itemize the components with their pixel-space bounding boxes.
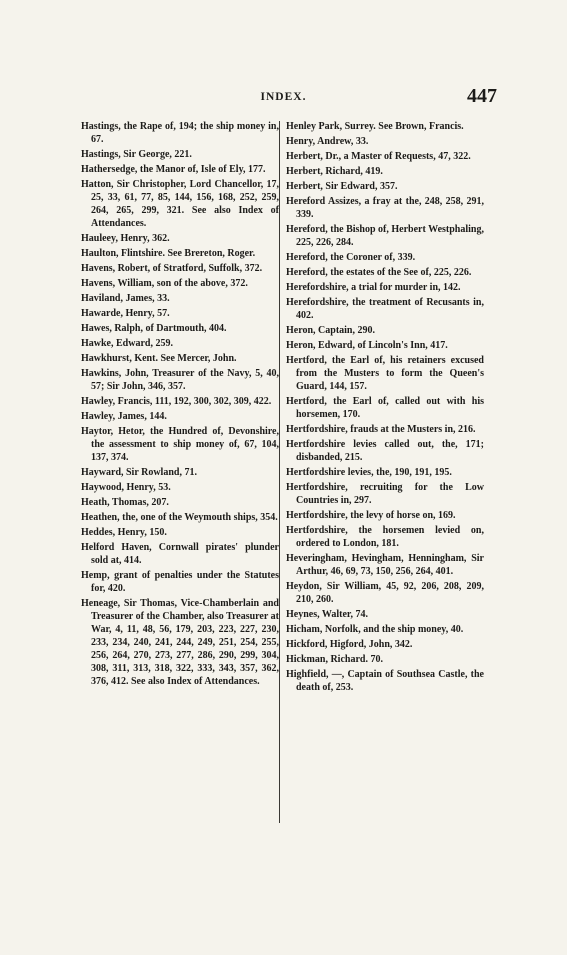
index-entry: Henley Park, Surrey. See Brown, Francis. [286, 121, 464, 132]
index-column-left [81, 121, 279, 691]
index-entry: Hertfordshire, the levy of horse on, 169. [286, 510, 456, 522]
index-entry: Hawke, Edward, 259. [81, 338, 173, 350]
index-entry: Hawley, Francis, 111, 192, 300, 302, 309, 422. [81, 396, 272, 408]
index-entry: Heath, Thomas, 207. [81, 497, 169, 509]
index-entry: Herbert, Richard, 419. [286, 166, 383, 178]
index-entry: Hawes, Ralph, of Dartmouth, 404. [81, 323, 227, 335]
index-entry: Hawley, James, 144. [81, 411, 167, 423]
index-entry: Henry, Andrew, 33. [286, 136, 369, 148]
index-entry: Hawkins, John, Treasurer of the Navy, 5, 40, 57; Sir John, 346, 357. [81, 368, 279, 393]
index-entry: Herbert, Dr., a Master of Requests, 47, 322. [286, 151, 471, 163]
index-entry: Heneage, Sir Thomas, Vice-Chamberlain and Treasurer of the Chamber, also Treasurer at War, 4, 11, 48, 56, 179, 203, 223, 227, 230, 233, 234, 240, 241, 244, 249, 251, 254, 255, 256, 264, 270, 273, 277, 286, 290, 299, 304, 308, 311, 313, 318, 322, 333, 343, 357, 362, 376, 412. See also Index of Attendances. [81, 598, 279, 687]
index-entry: Helford Haven, Cornwall pirates' plunder sold at, 414. [81, 542, 279, 567]
index-entry: Herefordshire, a trial for murder in, 142. [286, 282, 461, 294]
index-entry: Hayward, Sir Rowland, 71. [81, 467, 197, 479]
index-entry: Heynes, Walter, 74. [286, 609, 368, 621]
index-column-right [286, 121, 484, 697]
index-entry: Hereford, the Coroner of, 339. [286, 252, 416, 264]
column-divider [279, 121, 280, 823]
index-entry: Hauleey, Henry, 362. [81, 232, 170, 244]
index-entry: Heron, Edward, of Lincoln's Inn, 417. [286, 340, 448, 352]
index-entry: Hereford, the Bishop of, Herbert Westphaling, 225, 226, 284. [286, 224, 484, 249]
index-entry: Herbert, Sir Edward, 357. [286, 181, 398, 193]
index-entry: Hertfordshire levies called out, the, 171; disbanded, 215. [286, 439, 484, 464]
index-entry: Heydon, Sir William, 45, 92, 206, 208, 209, 210, 260. [286, 581, 484, 605]
index-entry: Havens, Robert, of Stratford, Suffolk, 372. [81, 262, 263, 274]
index-entry: Hastings, Sir George, 221. [81, 148, 192, 160]
index-entry: Havens, William, son of the above, 372. [81, 277, 248, 289]
index-entry: Hertford, the Earl of, called out with his horsemen, 170. [286, 396, 484, 421]
index-entry: Hatton, Sir Christopher, Lord Chancellor, 17, 25, 33, 61, 77, 85, 144, 156, 168, 252, 259, 264, 265, 299, 321. See also Index of Attendances. [81, 179, 279, 229]
index-entry: Heddes, Henry, 150. [81, 527, 167, 539]
index-entry: Hickman, Richard. 70. [286, 654, 383, 666]
index-entry: Hereford Assizes, a fray at the, 248, 258, 291, 339. [286, 196, 484, 221]
index-entry: Heathen, the, one of the Weymouth ships, 354. [81, 512, 278, 524]
index-entry: Haytor, Hetor, the Hundred of, Devonshire, the assessment to ship money of, 67, 104, 137, 374. [81, 426, 279, 464]
index-entry: Hemp, grant of penalties under the Statutes for, 420. [81, 570, 279, 595]
page-header [80, 85, 497, 109]
page-number: 447 [467, 85, 497, 107]
index-entry: Hawkhurst, Kent. See Mercer, John. [81, 353, 237, 365]
index-entry: Hertfordshire, recruiting for the Low Countries in, 297. [286, 482, 484, 507]
index-entry: Hereford, the estates of the See of, 225, 226. [286, 267, 472, 279]
index-entry: Haulton, Flintshire. See Brereton, Roger. [81, 247, 256, 259]
index-entry: Hicham, Norfolk, and the ship money, 40. [286, 624, 464, 636]
index-entry: Hastings, the Rape of, 194; the ship money in, 67. [81, 121, 279, 145]
index-entry: Herefordshire, the treatment of Recusants in, 402. [286, 297, 484, 322]
index-entry: Hickford, Higford, John, 342. [286, 639, 413, 651]
index-entry: Hertfordshire, frauds at the Musters in, 216. [286, 424, 476, 436]
index-entry: Haviland, James, 33. [81, 293, 170, 304]
index-entry: Hertfordshire, the horsemen levied on, ordered to London, 181. [286, 525, 484, 550]
index-entry: Hathersedge, the Manor of, Isle of Ely, 177. [81, 164, 266, 175]
index-entry: Highfield, —, Captain of Southsea Castle, the death of, 253. [286, 669, 484, 694]
index-entry: Heron, Captain, 290. [286, 325, 375, 337]
index-entry: Hawarde, Henry, 57. [81, 308, 170, 320]
index-entry: Heveringham, Hevingham, Henningham, Sir Arthur, 46, 69, 73, 150, 256, 264, 401. [286, 553, 484, 578]
index-entry: Hertford, the Earl of, his retainers excused from the Musters to form the Queen's Guard, 144, 157. [286, 355, 484, 393]
page-title: INDEX. [260, 91, 307, 103]
index-entry: Hertfordshire levies, the, 190, 191, 195. [286, 467, 452, 479]
index-entry: Haywood, Henry, 53. [81, 482, 171, 494]
